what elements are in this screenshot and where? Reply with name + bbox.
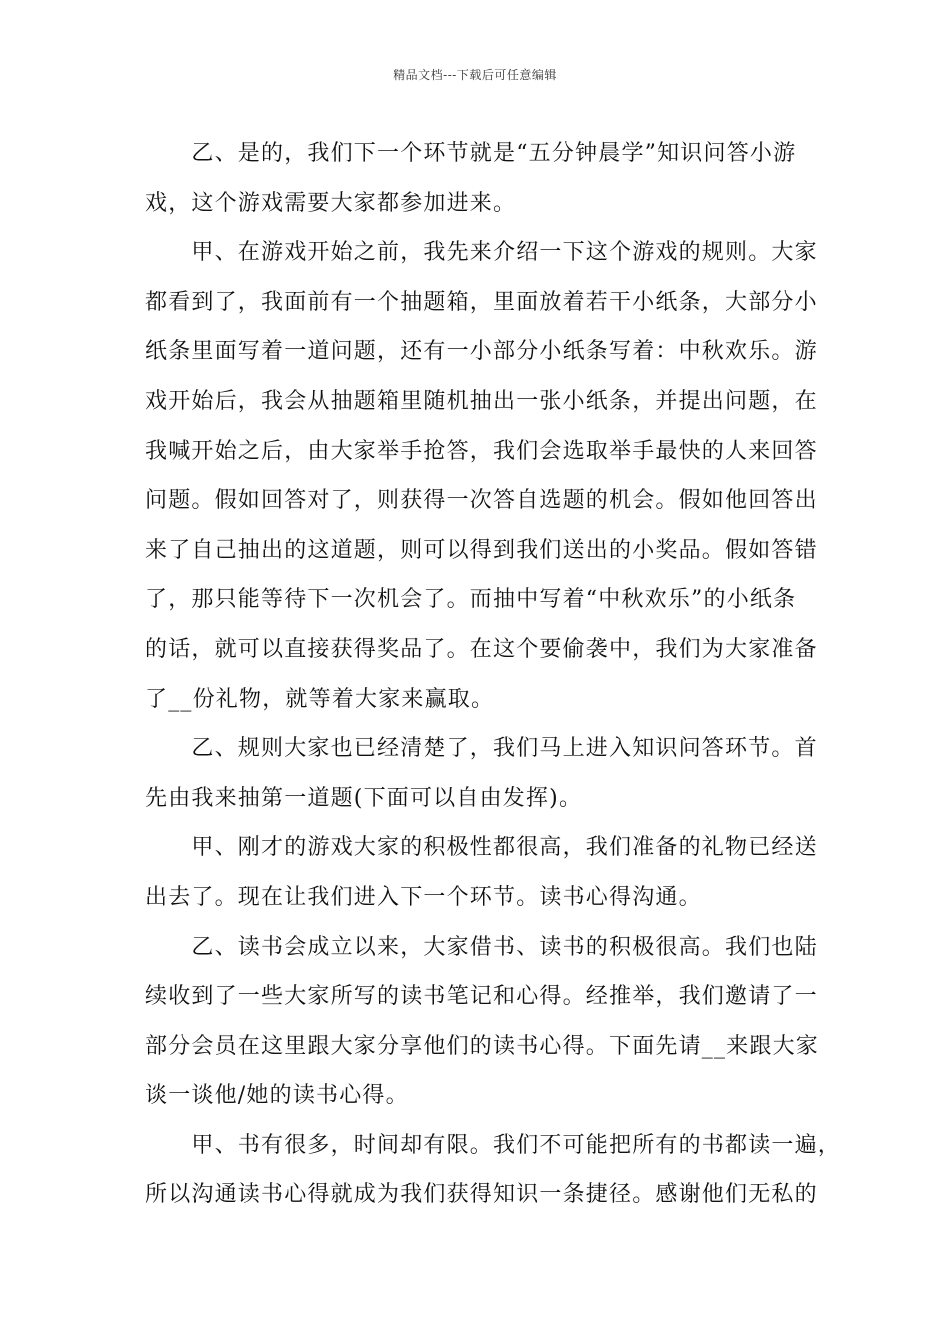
text-line: 戏开始后，我会从抽题箱里随机抽出一张小纸条，并提出问题，在 <box>145 388 818 414</box>
text-line: 我喊开始之后，由大家举手抢答，我们会选取举手最快的人来回答 <box>145 438 818 464</box>
text-line: 了__份礼物，就等着大家来赢取。 <box>145 686 495 712</box>
text-line: 乙、规则大家也已经清楚了，我们马上进入知识问答环节。首 <box>145 736 818 762</box>
text-line: 来了自己抽出的这道题，则可以得到我们送出的小奖品。假如答错 <box>145 537 818 563</box>
text-line: 续收到了一些大家所写的读书笔记和心得。经推举，我们邀请了一 <box>145 984 818 1010</box>
text-line: 问题。假如回答对了，则获得一次答自选题的机会。假如他回答出 <box>145 488 818 514</box>
text-line: 甲、书有很多，时间却有限。我们不可能把所有的书都读一遍， <box>145 1132 842 1158</box>
text-line: 戏，这个游戏需要大家都参加进来。 <box>145 190 517 216</box>
text-line: 了，那只能等待下一次机会了。而抽中写着“中秋欢乐”的小纸条 <box>145 587 797 613</box>
text-line: 出去了。现在让我们进入下一个环节。读书心得沟通。 <box>145 884 702 910</box>
text-line: 的话，就可以直接获得奖品了。在这个要偷袭中，我们为大家准备 <box>145 636 818 662</box>
page-header: 精品文档---下载后可任意编辑 <box>393 68 557 82</box>
text-line: 谈一谈他/她的读书心得。 <box>145 1083 409 1109</box>
text-line: 所以沟通读书心得就成为我们获得知识一条捷径。感谢他们无私的 <box>145 1182 818 1208</box>
text-line: 甲、刚才的游戏大家的积极性都很高，我们准备的礼物已经送 <box>145 835 818 861</box>
text-line: 乙、是的，我们下一个环节就是“五分钟晨学”知识问答小游 <box>145 141 797 166</box>
document-body <box>145 129 842 1220</box>
paragraph <box>145 129 842 1220</box>
text-line: 先由我来抽第一道题(下面可以自由发挥)。 <box>145 785 583 811</box>
text-line: 乙、读书会成立以来，大家借书、读书的积极很高。我们也陆 <box>145 934 818 960</box>
text-line: 纸条里面写着一道问题，还有一小部分小纸条写着：中秋欢乐。游 <box>145 339 818 365</box>
text-line: 部分会员在这里跟大家分享他们的读书心得。下面先请__来跟大家 <box>145 1033 820 1059</box>
text-line: 都看到了，我面前有一个抽题箱，里面放着若干小纸条，大部分小 <box>145 289 818 315</box>
text-line: 甲、在游戏开始之前，我先来介绍一下这个游戏的规则。大家 <box>145 240 818 266</box>
